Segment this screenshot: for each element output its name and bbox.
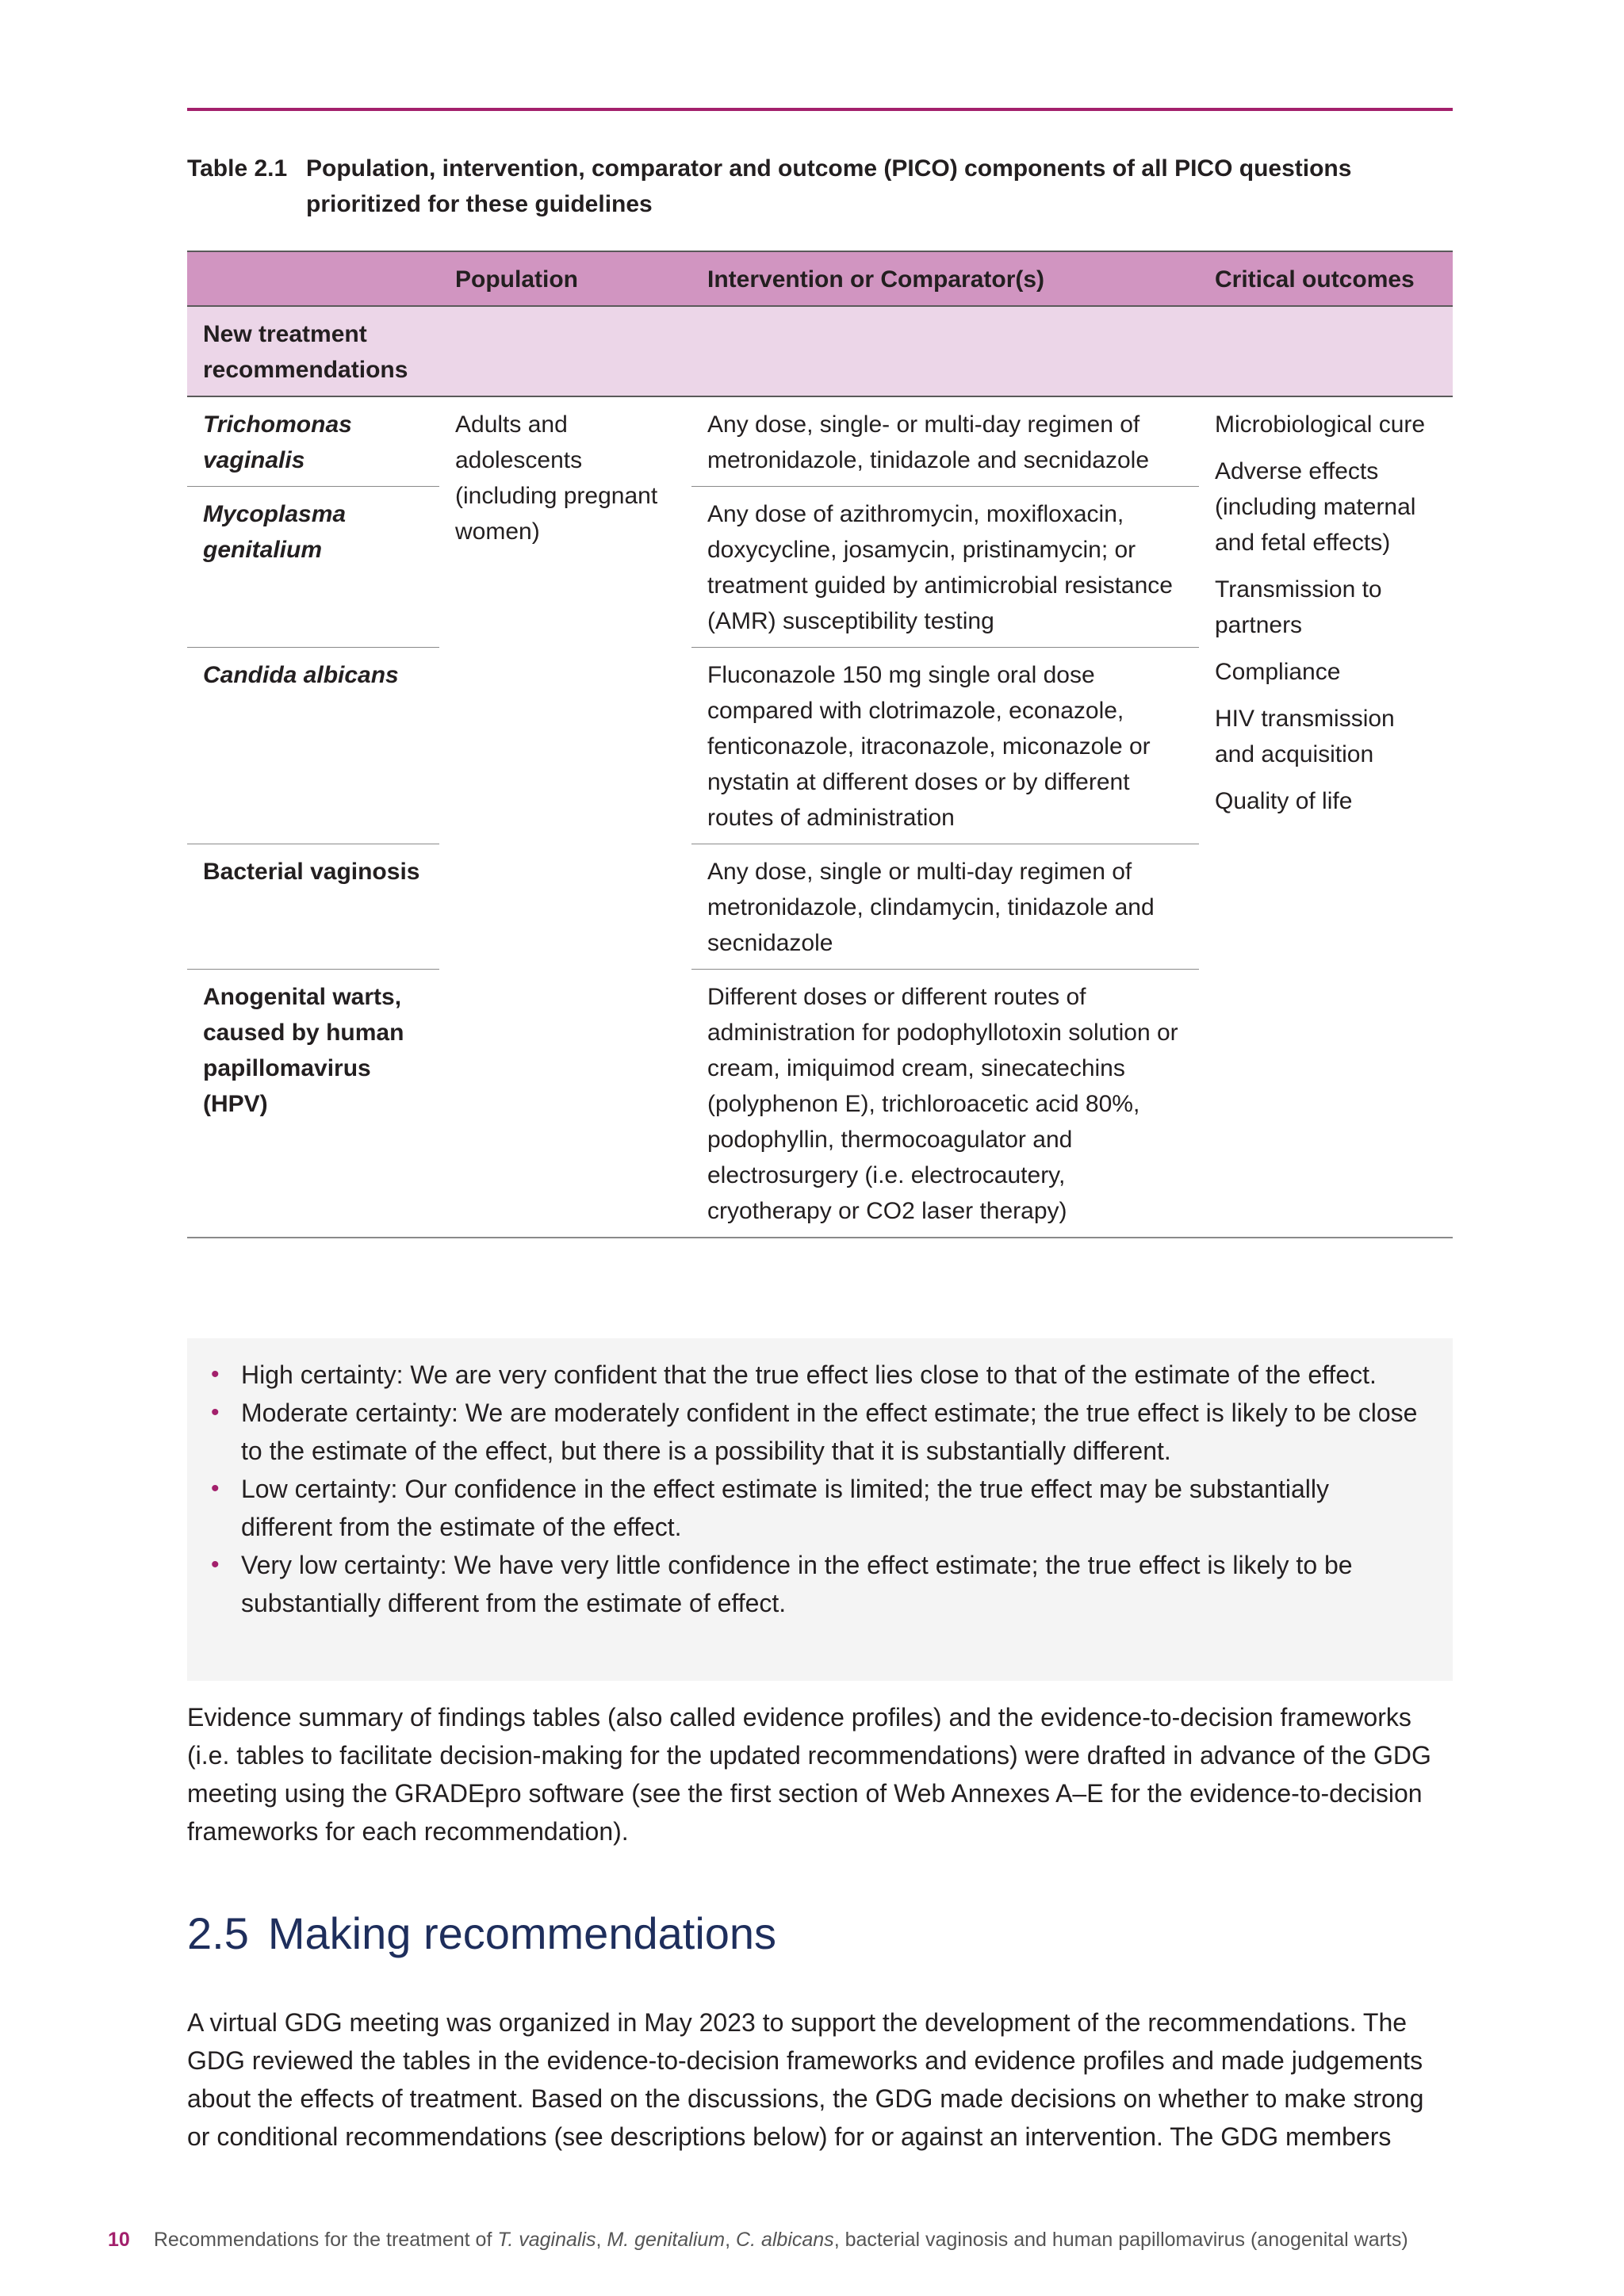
header-outcomes: Critical outcomes [1199,251,1453,306]
outcome-item: HIV transmission and acquisition [1215,706,1395,767]
condition-cell: Candida albicans [187,648,439,844]
bullet-icon: • [211,1475,220,1502]
outcome-item: Quality of life [1215,788,1353,814]
table-row [187,396,1453,487]
table-number: Table 2.1 [187,155,288,182]
intervention-cell: Fluconazole 150 mg single oral dose compared with clotrimazole, econazole, fenticonazole, itraconazole, miconazole or nystatin at different doses or by different routes of administration [691,648,1199,844]
page-number: 10 [108,2229,130,2251]
footer-pathogen: M. genitalium [607,2229,726,2251]
evidence-paragraph: Evidence summary of findings tables (also called evidence profiles) and the evidence-to-decision frameworks (i.e. tables to facilitate decision-making for the updated recommendations) were drafted in advance of the GDG meeting using the GRADEpro software (see the first section of Web Annexes A–E for the evidence-to-decision frameworks for each recommendation). [187,1703,1431,1846]
table-header-row [187,251,1453,306]
list-item [211,1356,1421,1394]
outcome-item: Adverse effects (including maternal and fetal effects) [1215,458,1416,556]
certainty-text: Low certainty: Our confidence in the effect estimate is limited; the true effect may be substantially different from the estimate of the effect. [241,1475,1329,1541]
pico-table [187,251,1453,1238]
certainty-text: High certainty: We are very confident that the true effect lies close to that of the estimate of the effect. [241,1360,1377,1389]
footer-separator: , [725,2229,731,2251]
page-footer [108,2227,1408,2252]
section-number: 2.5 [187,1908,249,1958]
list-item [211,1394,1421,1470]
section-paragraph: A virtual GDG meeting was organized in May 2023 to support the development of the recommendations. The GDG reviewed the tables in the evidence-to-decision frameworks and evidence profiles and made judgements about the effects of treatment. Based on the discussions, the GDG made decisions on whether to make strong or conditional recommendations (see descriptions below) for or against an intervention. The GDG members [187,2008,1424,2151]
outcome-item: Microbiological cure [1215,411,1426,438]
intervention-cell: Any dose, single or multi-day regimen of metronidazole, clindamycin, tinidazole and secnidazole [691,844,1199,970]
condition-cell: Bacterial vaginosis [187,844,439,970]
intervention-cell: Any dose of azithromycin, moxifloxacin, doxycycline, josamycin, pristinamycin; or treatment guided by antimicrobial resistance (AMR) susceptibility testing [691,487,1199,648]
certainty-box [187,1338,1453,1681]
bullet-icon: • [211,1399,220,1425]
header-intervention: Intervention or Comparator(s) [691,251,1199,306]
section-row [187,306,1453,396]
intervention-cell: Any dose, single- or multi-day regimen of metronidazole, tinidazole and secnidazole [707,411,1150,473]
certainty-text: Very low certainty: We have very little confidence in the effect estimate; the true effect is likely to be substantially different from the estimate of effect. [241,1551,1353,1617]
certainty-text: Moderate certainty: We are moderately confident in the effect estimate; the true effect is likely to be close to the estimate of the effect, but there is a possibility that it is substantially different. [241,1399,1418,1465]
footer-pathogen: T. vaginalis [497,2229,596,2251]
top-rule [187,108,1453,111]
footer-separator: , [833,2229,840,2251]
footer-separator: , [596,2229,602,2251]
condition-cell: Trichomonas vaginalis [203,411,352,473]
table-title: Population, intervention, comparator and outcome (PICO) components of all PICO questions prioritized for these guidelines [306,155,1352,217]
footer-suffix: bacterial vaginosis and human papillomavirus (anogenital warts) [845,2229,1408,2251]
outcome-item: Compliance [1215,659,1341,685]
header-population: Population [439,251,691,306]
list-item [211,1470,1421,1546]
outcomes-cell [1199,396,1453,1238]
certainty-list [211,1356,1421,1622]
condition-cell: Anogenital warts, caused by human papillomavirus (HPV) [187,970,439,1238]
footer-prefix: Recommendations for the treatment of [153,2229,492,2251]
list-item [211,1546,1421,1622]
intervention-cell: Different doses or different routes of administration for podophyllotoxin solution or cream, imiquimod cream, sinecatechins (polyphenon E), trichloroacetic acid 80%, podophyllin, thermocoagulator and electrosurgery (i.e. electrocautery, cryotherapy or CO2 laser therapy) [691,970,1199,1238]
section-title: Making recommendations [267,1908,777,1958]
section-label: New treatment recommendations [187,306,439,396]
condition-cell: Mycoplasma genitalium [187,487,439,648]
bullet-icon: • [211,1552,220,1578]
table-caption [187,151,1453,222]
footer-pathogen: C. albicans [736,2229,834,2251]
header-blank [187,251,439,306]
outcome-item: Transmission to partners [1215,576,1382,638]
population-cell: Adults and adolescents (including pregnant women) [439,396,691,1238]
section-heading [187,1906,776,1961]
bullet-icon: • [211,1361,220,1387]
